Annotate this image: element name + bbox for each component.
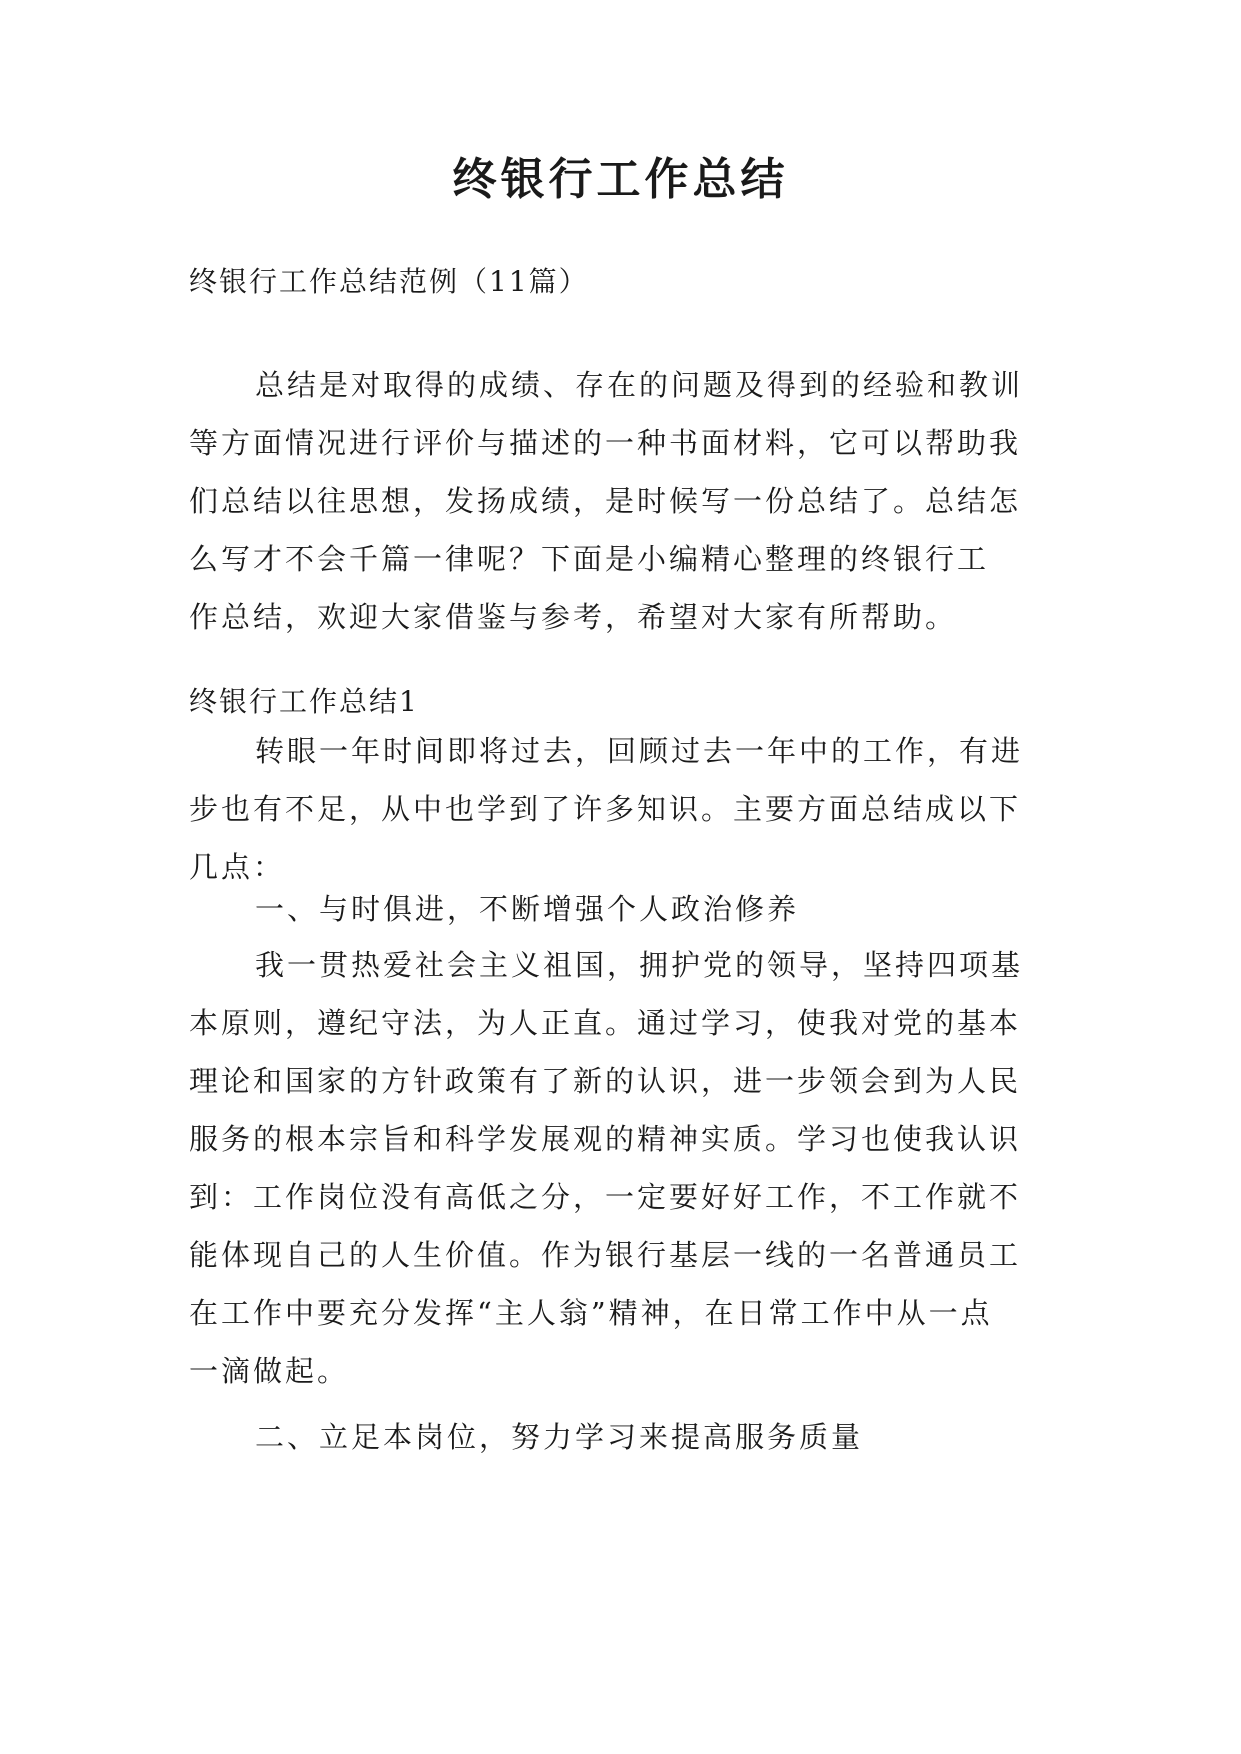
section-heading: 终银行工作总结1 bbox=[189, 685, 419, 718]
section-opening-paragraph bbox=[189, 722, 1051, 896]
intro-line: 们总结以往思想，发扬成绩，是时候写一份总结了。总结怎 bbox=[189, 484, 1022, 518]
intro-line: 作总结，欢迎大家借鉴与参考，希望对大家有所帮助。 bbox=[189, 600, 958, 634]
point2-heading-block bbox=[189, 1408, 1051, 1466]
paragraph-line: 在工作中要充分发挥“主人翁”精神，在日常工作中从一点 bbox=[189, 1296, 993, 1330]
document-title: 终银行工作总结 bbox=[452, 154, 789, 205]
point1-paragraph bbox=[189, 936, 1051, 1400]
paragraph-line: 能体现自己的人生价值。作为银行基层一线的一名普通员工 bbox=[189, 1238, 1022, 1272]
paragraph-line: 理论和国家的方针政策有了新的认识，进一步领会到为人民 bbox=[189, 1064, 1022, 1098]
paragraph-line: 步也有不足，从中也学到了许多知识。主要方面总结成以下 bbox=[189, 792, 1022, 826]
intro-line: 等方面情况进行评价与描述的一种书面材料，它可以帮助我 bbox=[189, 426, 1022, 460]
point-heading: 一、与时俱进，不断增强个人政治修养 bbox=[255, 892, 800, 926]
paragraph-line: 一滴做起。 bbox=[189, 1354, 350, 1388]
paragraph-line: 转眼一年时间即将过去，回顾过去一年中的工作，有进 bbox=[255, 734, 1024, 768]
paragraph-line: 服务的根本宗旨和科学发展观的精神实质。学习也使我认识 bbox=[189, 1122, 1022, 1156]
intro-line: 么写才不会千篇一律呢？下面是小编精心整理的终银行工 bbox=[189, 542, 990, 576]
point1-heading-block bbox=[189, 880, 1051, 938]
paragraph-line: 我一贯热爱社会主义祖国，拥护党的领导，坚持四项基 bbox=[255, 948, 1024, 982]
document-subtitle: 终银行工作总结范例（11篇） bbox=[189, 265, 589, 298]
paragraph-line: 到：工作岗位没有高低之分，一定要好好工作，不工作就不 bbox=[189, 1180, 1022, 1214]
intro-paragraph bbox=[189, 356, 1051, 646]
intro-line: 总结是对取得的成绩、存在的问题及得到的经验和教训 bbox=[255, 368, 1024, 402]
paragraph-line: 几点： bbox=[189, 850, 286, 884]
paragraph-line: 本原则，遵纪守法，为人正直。通过学习，使我对党的基本 bbox=[189, 1006, 1022, 1040]
point-heading: 二、立足本岗位，努力学习来提高服务质量 bbox=[255, 1420, 864, 1454]
